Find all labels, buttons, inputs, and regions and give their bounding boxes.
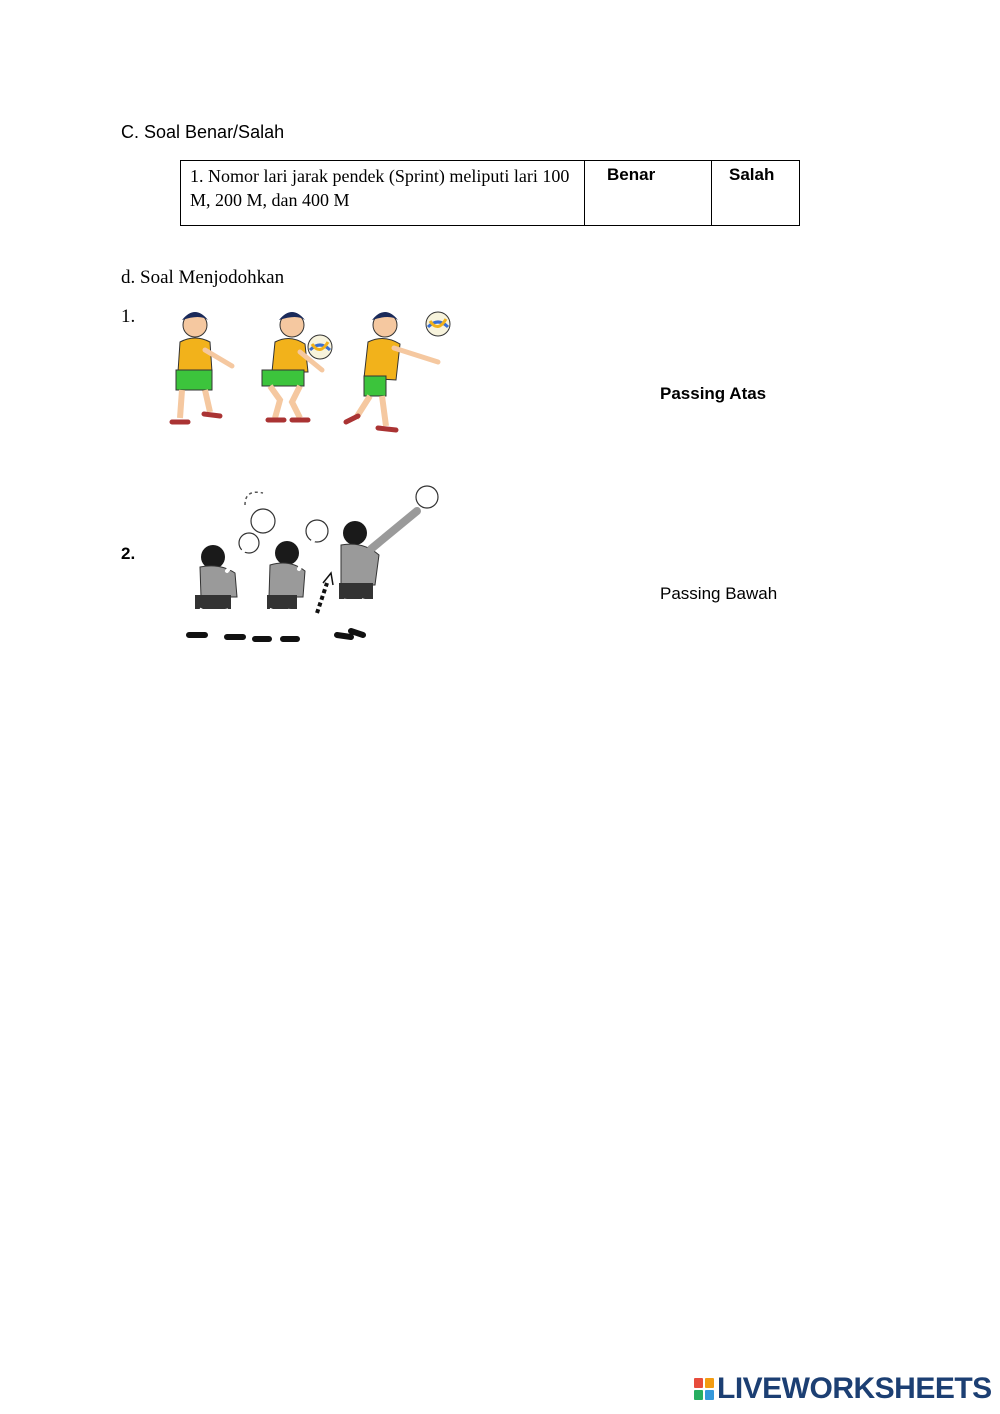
- liveworksheets-brand: [693, 1372, 992, 1406]
- option-salah[interactable]: Salah: [712, 161, 800, 226]
- player-figure: [255, 520, 333, 639]
- player-figure: [337, 486, 438, 637]
- player-figure: [189, 492, 275, 637]
- overhead-pass-illustration: [165, 485, 455, 650]
- item-number-2: 2.: [121, 544, 136, 563]
- section-d-title: d. Soal Menjodohkan: [121, 267, 285, 288]
- player-figure: [346, 312, 450, 430]
- answer-passing-bawah[interactable]: Passing Bawah: [660, 584, 778, 603]
- player-figure: [172, 312, 232, 422]
- bump-pass-illustration: [160, 300, 470, 440]
- item-number-1: 1.: [121, 306, 136, 327]
- brand-text: LIVEWORKSHEETS: [717, 1372, 992, 1405]
- section-c-title: C. Soal Benar/Salah: [121, 122, 285, 142]
- true-false-table: [180, 160, 800, 226]
- table-row: [181, 161, 800, 226]
- option-benar[interactable]: Benar: [585, 161, 712, 226]
- answer-passing-atas[interactable]: Passing Atas: [660, 384, 767, 403]
- player-figure: [262, 312, 332, 420]
- question-text: 1. Nomor lari jarak pendek (Sprint) meliputi lari 100 M, 200 M, dan 400 M: [181, 161, 585, 226]
- liveworksheets-logo-icon: [693, 1376, 715, 1402]
